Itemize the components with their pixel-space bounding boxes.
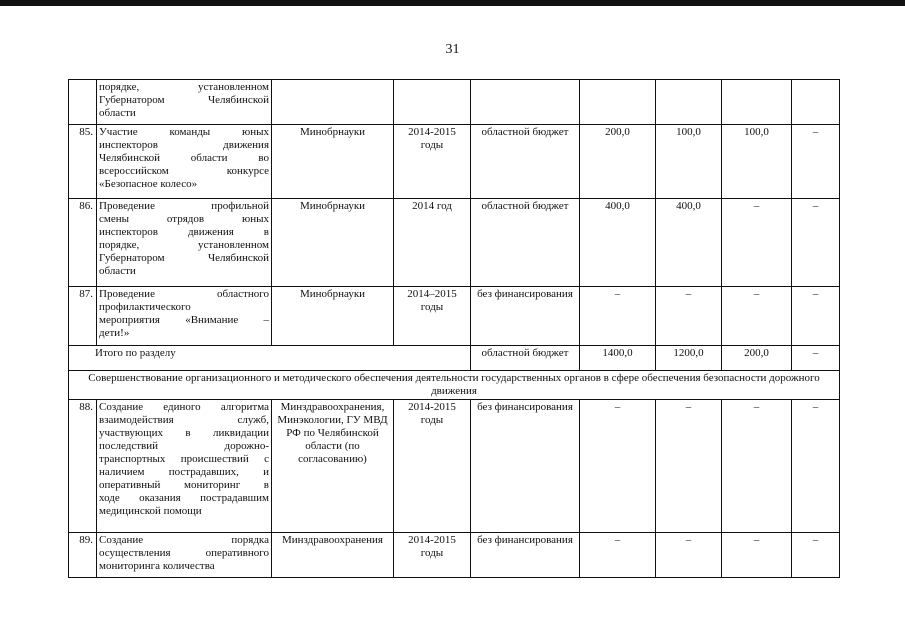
amount-v4: – [792, 125, 840, 199]
activity-name-line: осуществления оперативного [99, 547, 269, 559]
table-row [69, 400, 840, 533]
activity-name [97, 80, 272, 125]
total-label: Итого по разделу [69, 346, 471, 371]
table-row [69, 125, 840, 199]
executor: Минобрнауки [272, 287, 394, 346]
activity-name-line: оперативный мониторинг в [99, 479, 269, 491]
amount-v1: 400,0 [580, 199, 656, 287]
table-row [69, 80, 840, 125]
table-row [69, 287, 840, 346]
total-v1: 1400,0 [580, 346, 656, 371]
activity-name-line: мероприятия «Внимание – [99, 314, 269, 326]
activity-name-line: порядке, установленном [99, 239, 269, 251]
amount-v2: 100,0 [656, 125, 722, 199]
table-row [69, 199, 840, 287]
period: 2014-2015 годы [394, 125, 471, 199]
activity-name-line: Губернатором Челябинской [99, 94, 269, 106]
funding-source [471, 80, 580, 125]
amount-v1 [580, 80, 656, 125]
row-number: 89. [69, 533, 97, 578]
funding-source: без финансирования [471, 287, 580, 346]
activity-name-line: Создание единого алгоритма [99, 401, 269, 413]
activity-name-line: ходе оказания пострадавшим [99, 492, 269, 504]
table-row [69, 533, 840, 578]
funding-source: без финансирования [471, 533, 580, 578]
funding-source: без финансирования [471, 400, 580, 533]
amount-v3: – [722, 533, 792, 578]
program-table [68, 79, 840, 578]
section-title: Совершенствование организационного и методического обеспечения деятельности государственных органов в сфере обеспечения безопасности дорожного движения [69, 371, 840, 400]
total-row [69, 346, 840, 371]
amount-v3: – [722, 287, 792, 346]
activity-name-line: области [99, 107, 136, 119]
top-border-bar [0, 0, 905, 6]
total-v4: – [792, 346, 840, 371]
period: 2014–2015 годы [394, 287, 471, 346]
row-number: 87. [69, 287, 97, 346]
activity-name-line: смены отрядов юных [99, 213, 269, 225]
activity-name [97, 125, 272, 199]
activity-name-line: профилактического [99, 301, 191, 313]
activity-name-line: Проведение областного [99, 288, 269, 300]
amount-v1: – [580, 287, 656, 346]
activity-name [97, 199, 272, 287]
total-source: областной бюджет [471, 346, 580, 371]
activity-name [97, 533, 272, 578]
executor: Минздравоохранения, Минэкологии, ГУ МВД РФ по Челябинской области (по согласованию) [272, 400, 394, 533]
activity-name-line: Создание порядка [99, 534, 269, 546]
amount-v3 [722, 80, 792, 125]
activity-name-line: медицинской помощи [99, 505, 202, 517]
activity-name-line: порядке, установленном [99, 81, 269, 93]
funding-source: областной бюджет [471, 125, 580, 199]
period: 2014-2015 годы [394, 400, 471, 533]
total-v2: 1200,0 [656, 346, 722, 371]
period [394, 80, 471, 125]
activity-name-line: инспекторов движения в [99, 226, 269, 238]
activity-name-line: «Безопасное колесо» [99, 178, 198, 190]
amount-v4: – [792, 400, 840, 533]
amount-v1: – [580, 400, 656, 533]
amount-v4: – [792, 533, 840, 578]
amount-v4: – [792, 199, 840, 287]
period: 2014-2015 годы [394, 533, 471, 578]
activity-name-line: Челябинской области во [99, 152, 269, 164]
amount-v1: – [580, 533, 656, 578]
amount-v2 [656, 80, 722, 125]
activity-name-line: транспортных происшествий с [99, 453, 269, 465]
activity-name [97, 400, 272, 533]
amount-v1: 200,0 [580, 125, 656, 199]
row-number [69, 80, 97, 125]
amount-v3: – [722, 199, 792, 287]
activity-name-line: наличием пострадавших, и [99, 466, 269, 478]
amount-v4 [792, 80, 840, 125]
funding-source: областной бюджет [471, 199, 580, 287]
amount-v2: – [656, 533, 722, 578]
amount-v2: 400,0 [656, 199, 722, 287]
row-number: 88. [69, 400, 97, 533]
activity-name [97, 287, 272, 346]
activity-name-line: Участие команды юных [99, 126, 269, 138]
activity-name-line: инспекторов движения [99, 139, 269, 151]
amount-v2: – [656, 287, 722, 346]
activity-name-line: взаимодействия служб, [99, 414, 269, 426]
executor: Минобрнауки [272, 199, 394, 287]
activity-name-line: всероссийском конкурсе [99, 165, 269, 177]
activity-name-line: мониторинга количества [99, 560, 215, 572]
period: 2014 год [394, 199, 471, 287]
activity-name-line: дети!» [99, 327, 130, 339]
activity-name-line: участвующих в ликвидации [99, 427, 269, 439]
amount-v3: – [722, 400, 792, 533]
executor: Минобрнауки [272, 125, 394, 199]
amount-v3: 100,0 [722, 125, 792, 199]
executor: Минздравоохранения [272, 533, 394, 578]
page-number: 31 [445, 42, 460, 57]
section-row [69, 371, 840, 400]
amount-v2: – [656, 400, 722, 533]
row-number: 86. [69, 199, 97, 287]
amount-v4: – [792, 287, 840, 346]
activity-name-line: Губернатором Челябинской [99, 252, 269, 264]
activity-name-line: Проведение профильной [99, 200, 269, 212]
executor [272, 80, 394, 125]
row-number: 85. [69, 125, 97, 199]
total-v3: 200,0 [722, 346, 792, 371]
activity-name-line: области [99, 265, 136, 277]
activity-name-line: последствий дорожно- [99, 440, 269, 452]
